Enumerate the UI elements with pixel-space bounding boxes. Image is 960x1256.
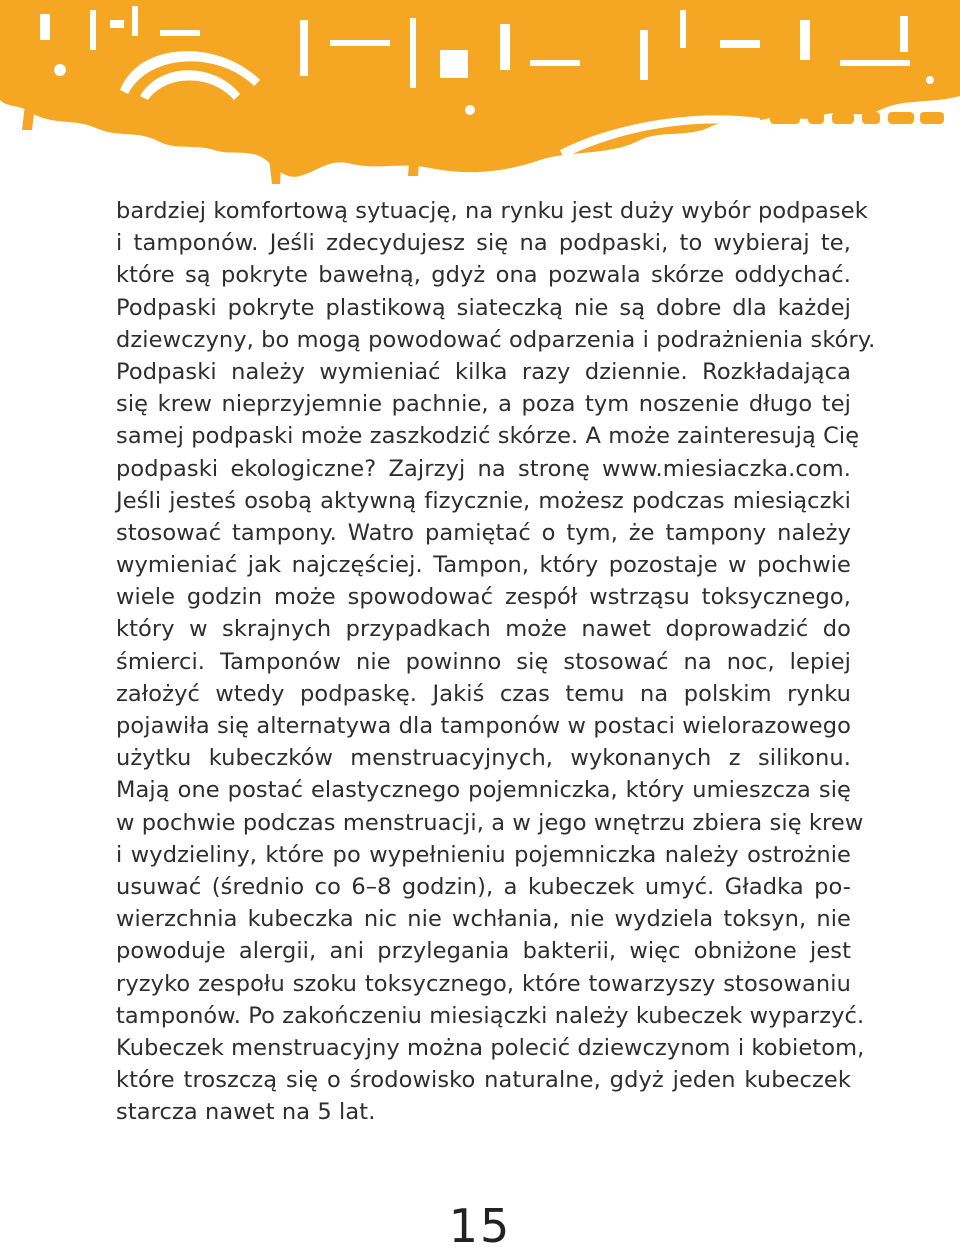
- text-line: ryzyko zespołu szoku toksycznego, które towarzyszy stosowaniu: [116, 970, 851, 997]
- text-line: wiele godzin może spowodować zespół wstrząsu toksycznego,: [116, 584, 851, 611]
- text-line: założyć wtedy podpaskę. Jakiś czas temu na polskim rynku: [116, 680, 851, 707]
- text-line: w pochwie podczas menstruacji, a w jego wnętrzu zbiera się krew: [116, 809, 864, 836]
- text-line: Jeśli jesteś osobą aktywną fizycznie, możesz podczas miesiączki: [116, 487, 851, 514]
- text-line: starcza nawet na 5 lat.: [116, 1099, 376, 1126]
- text-line: usuwać (średnio co 6–8 godzin), a kubeczek umyć. Gładka po-: [116, 873, 851, 900]
- text-line: tamponów. Po zakończeniu miesiączki należy kubeczek wyparzyć.: [116, 1002, 865, 1029]
- text-line: się krew nieprzyjemnie pachnie, a poza tym noszenie długo tej: [116, 391, 851, 418]
- text-line: użytku kubeczków menstruacyjnych, wykonanych z silikonu.: [116, 745, 851, 772]
- text-line: śmierci. Tamponów nie powinno się stosować na noc, lepiej: [116, 648, 851, 675]
- body-text: [116, 195, 876, 1128]
- text-line: bardziej komfortową sytuację, na rynku jest duży wybór podpasek: [116, 198, 868, 224]
- text-line: stosować tampony. Watro pamiętać o tym, że tampony należy: [116, 519, 851, 546]
- text-line: które troszczą się o środowisko naturalne, gdyż jeden kubeczek: [116, 1067, 851, 1094]
- text-line: które są pokryte bawełną, gdyż ona pozwala skórze oddychać.: [116, 262, 851, 289]
- text-line: podpaski ekologiczne? Zajrzyj na stronę www.miesiaczka.com.: [116, 455, 851, 482]
- text-line: i wydzieliny, które po wypełnieniu pojemniczka należy ostrożnie: [116, 841, 851, 868]
- text-line: który w skrajnych przypadkach może nawet doprowadzić do: [116, 616, 851, 643]
- text-line: Mają one postać elastycznego pojemniczka, który umieszcza się: [116, 777, 851, 804]
- decorative-header-banner: [0, 0, 960, 190]
- text-line: Podpaski należy wymieniać kilka razy dziennie. Rozkładająca: [116, 358, 851, 385]
- text-line: i tamponów. Jeśli zdecydujesz się na podpaski, to wybieraj te,: [116, 230, 851, 257]
- text-line: dziewczyny, bo mogą powodować odparzenia i podrażnienia skóry.: [116, 326, 876, 353]
- page-number: 15: [448, 1199, 512, 1253]
- text-line: samej podpaski może zaszkodzić skórze. A może zainteresują Cię: [116, 423, 860, 450]
- text-line: wymieniać jak najczęściej. Tampon, który pozostaje w pochwie: [116, 552, 851, 579]
- text-line: wierzchnia kubeczka nic nie wchłania, nie wydziela toksyn, nie: [116, 906, 851, 933]
- text-line: Podpaski pokryte plastikową siateczką nie są dobre dla każdej: [116, 294, 851, 321]
- text-line: powoduje alergii, ani przylegania bakterii, więc obniżone jest: [116, 938, 851, 965]
- text-line: pojawiła się alternatywa dla tamponów w postaci wielorazowego: [116, 713, 851, 739]
- text-line: Kubeczek menstruacyjny można polecić dziewczynom i kobietom,: [116, 1034, 865, 1061]
